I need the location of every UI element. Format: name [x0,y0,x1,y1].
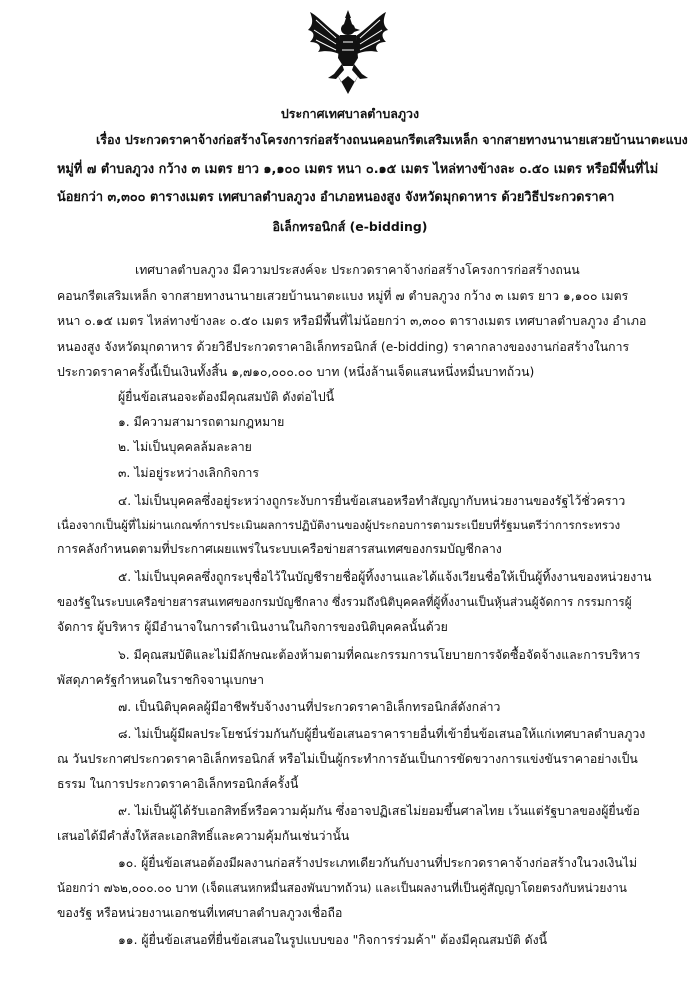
garuda-emblem-icon [306,8,390,94]
body-line: ของรัฐ หรือหน่วยงานเอกชนที่เทศบาลตำบลภูวงเชื่อถือ [57,906,343,920]
qualification-item: ๙. ไม่เป็นผู้ได้รับเอกสิทธิ์หรือความคุ้มกัน ซึ่งอาจปฏิเสธไม่ยอมขึ้นศาลไทย เว้นแต่รัฐบาลของผู้ยื่นข้อ [118,804,640,818]
qualification-item: ๘. ไม่เป็นผู้มีผลประโยชน์ร่วมกันกับผู้ยื่นข้อเสนอราคารายอื่นที่เข้ายื่นข้อเสนอให้แก่เทศบาลตำบลภูวง [118,727,646,741]
qualifications-intro: ผู้ยื่นข้อเสนอจะต้องมีคุณสมบัติ ดังต่อไปนี้ [118,390,335,404]
body-line: หนองสูง จังหวัดมุกดาหาร ด้วยวิธีประกวดราคาอิเล็กทรอนิกส์ (e-bidding) ราคากลางของงานก่อสร้างในการ [57,340,630,354]
document-title: ประกาศเทศบาลตำบลภูวง [280,106,420,121]
subject-line: อิเล็กทรอนิกส์ (e-bidding) [272,219,428,234]
body-line: พัสดุภาครัฐกำหนดในราชกิจจานุเบกษา [57,673,264,687]
body-line: น้อยกว่า ๗๖๒,๐๐๐.๐๐ บาท (เจ็ดแสนหกหมื่นสองพันบาทถ้วน) และเป็นผลงานที่เป็นคู่สัญญาโดยตรงกับหน่วยงาน [57,881,627,895]
subject-line: หมู่ที่ ๗ ตำบลภูวง กว้าง ๓ เมตร ยาว ๑,๑๐๐ เมตร หนา ๐.๑๕ เมตร ไหล่ทางข้างละ ๐.๕๐ เมตร หรือมีพื้นที่ไม่ [57,162,659,177]
qualification-item: ๔. ไม่เป็นบุคคลซึ่งอยู่ระหว่างถูกระงับการยื่นข้อเสนอหรือทำสัญญากับหน่วยงานของรัฐไว้ชั่วคราว [118,494,626,508]
body-line: ของรัฐในระบบเครือข่ายสารสนเทศของกรมบัญชีกลาง ซึ่งรวมถึงนิติบุคคลที่ผู้ทิ้งงานเป็นหุ้นส่วนผู้จัดการ กรรมการผู้ [57,595,632,609]
body-line: เทศบาลตำบลภูวง มีความประสงค์จะ ประกวดราคาจ้างก่อสร้างโครงการก่อสร้างถนน [135,263,580,277]
body-line: ประกวดราคาครั้งนี้เป็นเงินทั้งสิ้น ๑,๗๑๐,๐๐๐.๐๐ บาท (หนึ่งล้านเจ็ดแสนหนึ่งหมื่นบาทถ้วน) [57,365,535,379]
body-line: ธรรม ในการประกวดราคาอิเล็กทรอนิกส์ครั้งนี้ [57,777,299,791]
qualification-item: ๒. ไม่เป็นบุคคลล้มละลาย [118,440,252,454]
qualification-item: ๑๑. ผู้ยื่นข้อเสนอที่ยื่นข้อเสนอในรูปแบบของ "กิจการร่วมค้า" ต้องมีคุณสมบัติ ดังนี้ [118,933,548,947]
qualification-item: ๗. เป็นนิติบุคคลผู้มีอาชีพรับจ้างงานที่ประกวดราคาอิเล็กทรอนิกส์ดังกล่าว [118,700,501,714]
subject-line: น้อยกว่า ๓,๓๐๐ ตารางเมตร เทศบาลตำบลภูวง อำเภอหนองสูง จังหวัดมุกดาหาร ด้วยวิธีประกวดราคา [57,190,615,205]
qualification-item: ๑. มีความสามารถตามกฎหมาย [118,415,285,429]
qualification-item: ๑๐. ผู้ยื่นข้อเสนอต้องมีผลงานก่อสร้างประเภทเดียวกันกับงานที่ประกวดราคาจ้างก่อสร้างในวงเงินไม่ [118,856,638,870]
qualification-item: ๖. มีคุณสมบัติและไม่มีลักษณะต้องห้ามตามที่คณะกรรมการนโยบายการจัดซื้อจัดจ้างและการบริหาร [118,648,641,662]
body-line: คอนกรีตเสริมเหล็ก จากสายทางนานายเสวยบ้านนาตะแบง หมู่ที่ ๗ ตำบลภูวง กว้าง ๓ เมตร ยาว ๑,๑๐๐ เมตร [57,289,629,303]
qualification-item: ๕. ไม่เป็นบุคคลซึ่งถูกระบุชื่อไว้ในบัญชีรายชื่อผู้ทิ้งงานและได้แจ้งเวียนชื่อให้เป็นผู้ทิ้งงานของหน่วยงาน [118,570,652,584]
body-line: จัดการ ผู้บริหาร ผู้มีอำนาจในการดำเนินงานในกิจการของนิติบุคคลนั้นด้วย [57,620,448,634]
body-line: เสนอได้มีคำสั่งให้สละเอกสิทธิ์และความคุ้มกันเช่นว่านั้น [57,829,350,843]
qualification-item: ๓. ไม่อยู่ระหว่างเลิกกิจการ [118,466,260,480]
body-line: หนา ๐.๑๕ เมตร ไหล่ทางข้างละ ๐.๕๐ เมตร หรือมีพื้นที่ไม่น้อยกว่า ๓,๓๐๐ ตารางเมตร เทศบาลตำบลภูวง อำเภอ [57,314,647,328]
subject-line: เรื่อง ประกวดราคาจ้างก่อสร้างโครงการก่อสร้างถนนคอนกรีตเสริมเหล็ก จากสายทางนานายเสวยบ้านนาตะแบง [96,132,688,147]
body-line: เนื่องจากเป็นผู้ที่ไม่ผ่านเกณฑ์การประเมินผลการปฏิบัติงานของผู้ประกอบการตามระเบียบที่รัฐมนตรีว่าการกระทรวง [57,518,621,532]
body-line: ณ วันประกาศประกวดราคาอิเล็กทรอนิกส์ หรือไม่เป็นผู้กระทำการอันเป็นการขัดขวางการแข่งขันราคาอย่างเป็น [57,752,638,766]
body-line: การคลังกำหนดตามที่ประกาศเผยแพร่ในระบบเครือข่ายสารสนเทศของกรมบัญชีกลาง [57,542,502,556]
